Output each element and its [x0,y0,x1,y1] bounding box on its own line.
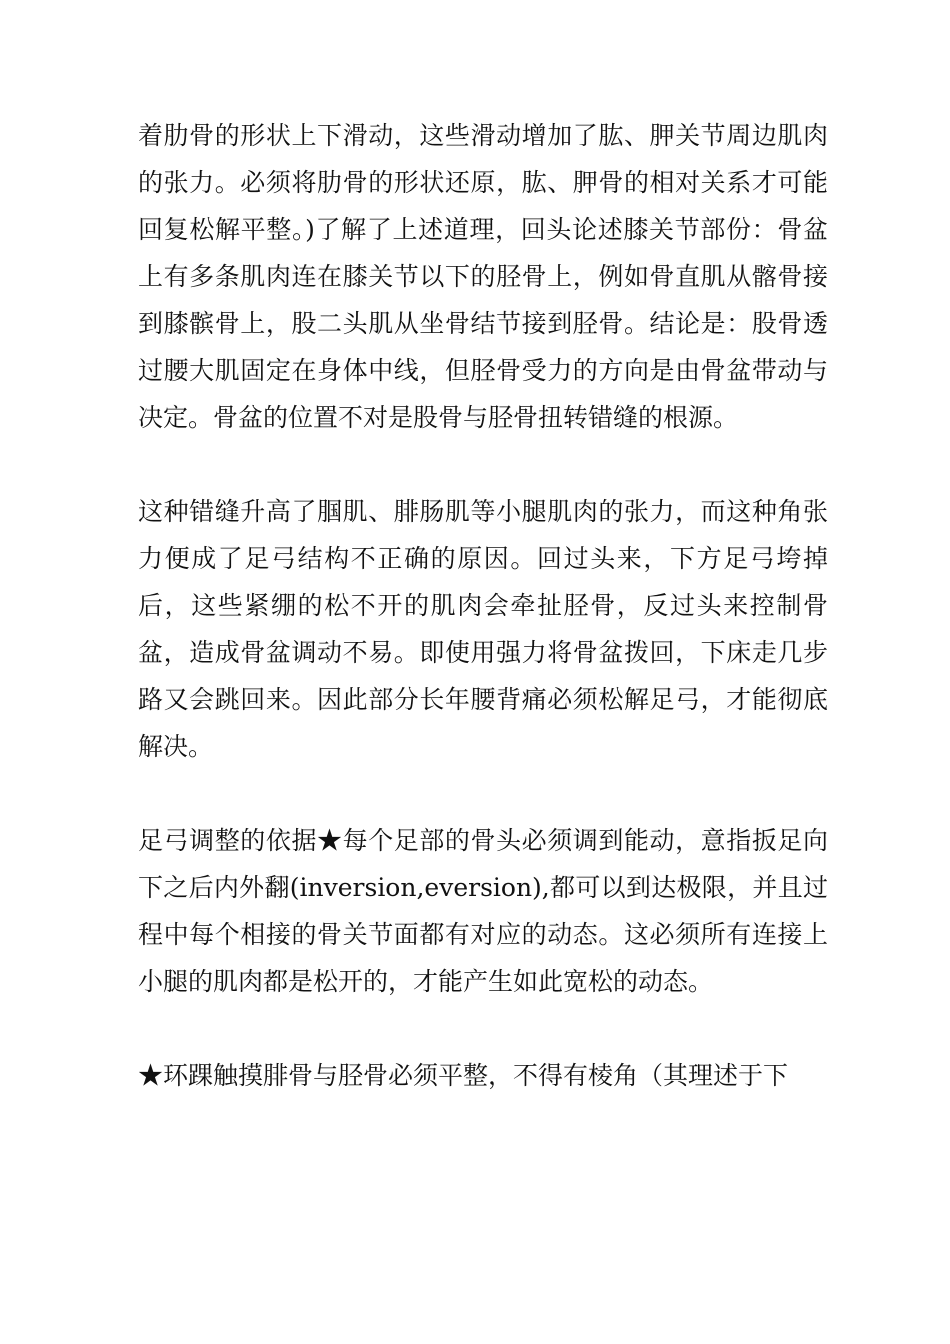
paragraph-4: ★环踝触摸腓骨与胫骨必须平整，不得有棱角（其理述于下 [138,1061,789,1090]
paragraph-3: 足弓调整的依据★每个足部的骨头必须调到能动，意指扳足向下之后内外翻(inversion,eversion),都可以到达极限，并且过程中每个相接的骨关节面都有对应的动态。这必须所有连接上小腿的肌肉都是松开的，才能产生如此宽松的动态。 [138,826,828,996]
paragraph-1: 着肋骨的形状上下滑动，这些滑动增加了肱、胛关节周边肌肉的张力。必须将肋骨的形状还原，肱、胛骨的相对关系才可能回复松解平整。)了解了上述道理，回头论述膝关节部份：骨盆上有多条肌肉连在膝关节以下的胫骨上，例如骨直肌从髂骨接到膝髌骨上，股二头肌从坐骨结节接到胫骨。结论是：股骨透过腰大肌固定在身体中线，但胫骨受力的方向是由骨盆带动与决定。骨盆的位置不对是股骨与胫骨扭转错缝的根源。 [138,121,828,432]
document-body [138,112,828,1099]
paragraph-2: 这种错缝升高了腘肌、腓肠肌等小腿肌肉的张力，而这种角张力便成了足弓结构不正确的原因。回过头来，下方足弓垮掉后，这些紧绷的松不开的肌肉会牵扯胫骨，反过头来控制骨盆，造成骨盆调动不易。即使用强力将骨盆拨回，下床走几步路又会跳回来。因此部分长年腰背痛必须松解足弓，才能彻底解决。 [138,497,828,761]
